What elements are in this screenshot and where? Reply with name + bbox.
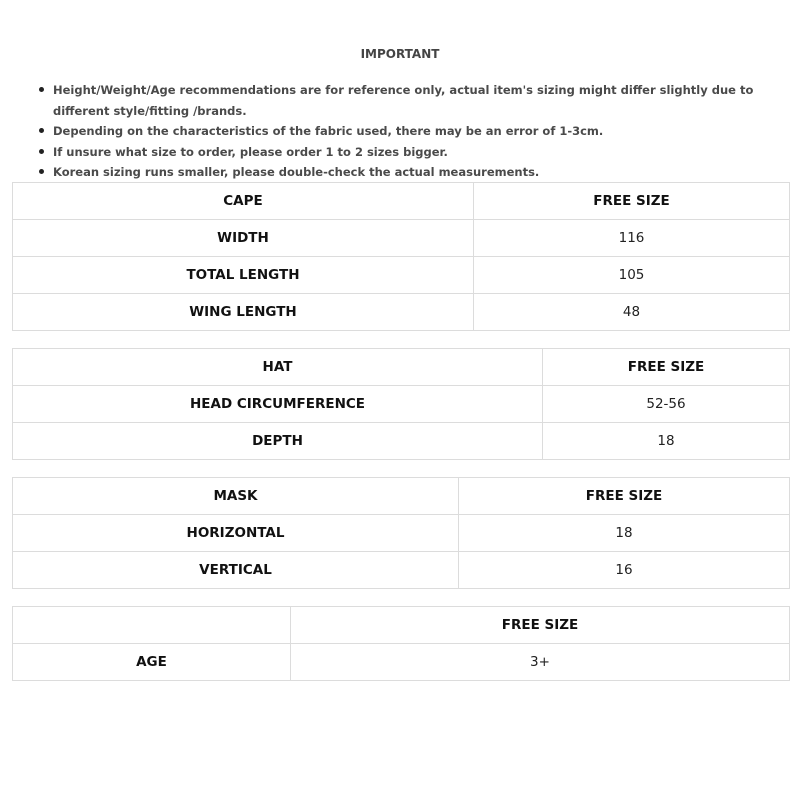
- row-label: WIDTH: [13, 220, 474, 257]
- row-value: 105: [474, 257, 790, 294]
- row-label: DEPTH: [13, 423, 543, 460]
- cape-header: CAPE: [13, 183, 474, 220]
- row-value: 116: [474, 220, 790, 257]
- age-table-header: [13, 607, 291, 644]
- row-label: HORIZONTAL: [13, 515, 459, 552]
- age-size-header: FREE SIZE: [291, 607, 790, 644]
- cape-size-header: FREE SIZE: [474, 183, 790, 220]
- table-row: [13, 515, 790, 552]
- mask-header: MASK: [13, 478, 459, 515]
- table-header-row: [13, 478, 790, 515]
- notice-item: Depending on the characteristics of the fabric used, there may be an error of 1-3cm.: [37, 121, 789, 142]
- row-value: 18: [459, 515, 790, 552]
- table-header-row: [13, 607, 790, 644]
- row-value: 16: [459, 552, 790, 589]
- notice-item: Height/Weight/Age recommendations are for reference only, actual item's sizing might differ slightly due to different style/fitting /brands.: [37, 80, 789, 121]
- row-label: TOTAL LENGTH: [13, 257, 474, 294]
- table-row: [13, 423, 790, 460]
- cape-size-table: [12, 182, 790, 331]
- hat-size-table: [12, 348, 790, 460]
- hat-header: HAT: [13, 349, 543, 386]
- notice-list: [37, 80, 789, 183]
- row-value: 52-56: [543, 386, 790, 423]
- table-row: [13, 386, 790, 423]
- row-label: HEAD CIRCUMFERENCE: [13, 386, 543, 423]
- table-row: [13, 294, 790, 331]
- table-row: [13, 257, 790, 294]
- row-value: 48: [474, 294, 790, 331]
- hat-size-header: FREE SIZE: [543, 349, 790, 386]
- age-size-table: [12, 606, 790, 681]
- notice-item: Korean sizing runs smaller, please double-check the actual measurements.: [37, 162, 789, 183]
- table-row: [13, 220, 790, 257]
- row-value: 18: [543, 423, 790, 460]
- row-label: VERTICAL: [13, 552, 459, 589]
- table-header-row: [13, 183, 790, 220]
- row-label: WING LENGTH: [13, 294, 474, 331]
- table-header-row: [13, 349, 790, 386]
- notice-item: If unsure what size to order, please order 1 to 2 sizes bigger.: [37, 142, 789, 163]
- mask-size-header: FREE SIZE: [459, 478, 790, 515]
- table-row: [13, 552, 790, 589]
- mask-size-table: [12, 477, 790, 589]
- table-row: [13, 644, 790, 681]
- notice-title: IMPORTANT: [360, 47, 440, 61]
- row-label: AGE: [13, 644, 291, 681]
- row-value: 3+: [291, 644, 790, 681]
